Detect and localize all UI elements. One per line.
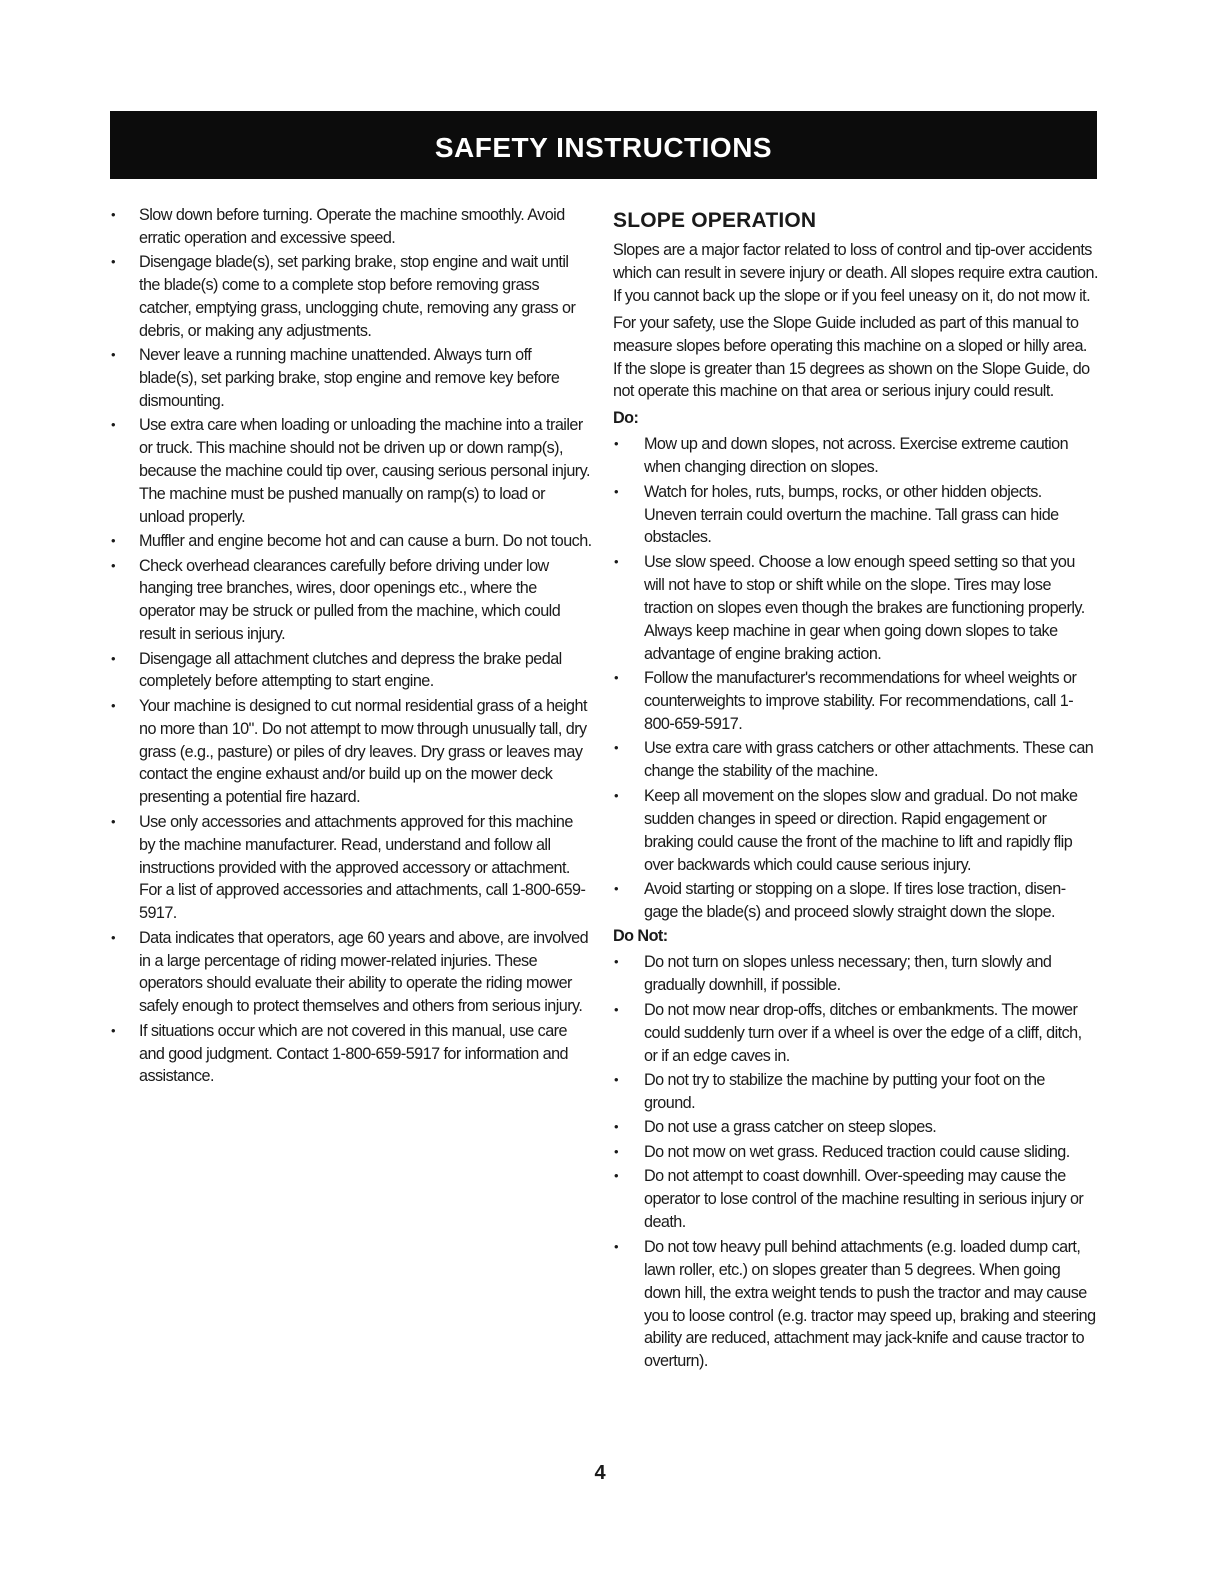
page-title: SAFETY INSTRUCTIONS xyxy=(434,132,773,163)
right-column xyxy=(610,204,1098,1375)
list-item: • Do not use a grass catcher on steep slopes. xyxy=(610,1116,1098,1139)
list-item: • Data indicates that operators, age 60 years and above, are involved in a large percentage of riding mower-related injuries. These operators should evaluate their ability to operate the riding mower safely enough to protect themselves and others from serious injury. xyxy=(104,927,592,1019)
list-item: • Muffler and engine become hot and can cause a burn. Do not touch. xyxy=(104,530,592,553)
do-not-heading: Do Not: xyxy=(613,927,668,946)
list-item: • Your machine is designed to cut normal residential grass of a height no more than 10". Do not attempt to mow through unusually tall, dry grass (e.g., pasture) or piles of dry leaves. Dry grass or leaves may contact the engine exhaust and/or build up on the mower deck presenting a potential fire hazard. xyxy=(104,695,592,810)
left-column xyxy=(104,204,592,1090)
page-number: 4 xyxy=(594,1462,606,1484)
list-item: • Never leave a running machine unattended. Always turn off blade(s), set parking brake, stop engine and remove key before dismounting. xyxy=(104,344,592,413)
list-item: • Do not mow near drop-offs, ditches or embankments. The mower could suddenly turn over if a wheel is over the edge of a cliff, ditch, or if an edge caves in. xyxy=(610,999,1098,1068)
list-item: • Do not attempt to coast downhill. Over-speeding may cause the operator to lose control of the machine resulting in serious injury or death. xyxy=(610,1165,1098,1234)
list-item: • Avoid starting or stopping on a slope. If tires lose traction, disen-gage the blade(s) and proceed slowly straight down the slope. xyxy=(610,878,1098,924)
list-item: • Slow down before turning. Operate the machine smoothly. Avoid erratic operation and excessive speed. xyxy=(104,204,592,250)
list-item: • Do not try to stabilize the machine by putting your foot on the ground. xyxy=(610,1069,1098,1115)
slope-operation-heading: SLOPE OPERATION xyxy=(613,209,817,232)
header-banner xyxy=(110,111,1097,179)
general-safety-list xyxy=(104,204,592,1088)
do-not-list xyxy=(610,951,1098,1373)
list-item: • Use only accessories and attachments approved for this machine by the machine manufacturer. Read, understand and follow all instructions provided with the approved accessory or attachment. For a list of approved accessories and attachments, call 1-800-659-5917. xyxy=(104,811,592,926)
list-item: • Mow up and down slopes, not across. Exercise extreme caution when changing direction on slopes. xyxy=(610,433,1098,479)
do-heading: Do: xyxy=(613,409,639,428)
list-item: • If situations occur which are not covered in this manual, use care and good judgment. Contact 1-800-659-5917 for information and assistance. xyxy=(104,1020,592,1089)
list-item: • Use extra care with grass catchers or other attachments. These can change the stability of the machine. xyxy=(610,737,1098,783)
list-item: • Keep all movement on the slopes slow and gradual. Do not make sudden changes in speed or direction. Rapid engagement or braking could cause the front of the machine to lift and rapidly flip over backwards which could cause serious injury. xyxy=(610,785,1098,877)
list-item: • Follow the manufacturer's recommendations for wheel weights or counterweights to improve stability. For recommendations, call 1-800-659-5917. xyxy=(610,667,1098,736)
list-item: • Disengage all attachment clutches and depress the brake pedal completely before attempting to start engine. xyxy=(104,648,592,694)
do-list xyxy=(610,433,1098,924)
list-item: • Do not tow heavy pull behind attachments (e.g. loaded dump cart, lawn roller, etc.) on slopes greater than 5 degrees. When going down hill, the extra weight tends to push the tractor and may cause you to loose control (e.g. tractor may speed up, braking and steering ability are reduced, attachment may jack-knife and cause tractor to overturn). xyxy=(610,1236,1098,1373)
list-item: • Watch for holes, ruts, bumps, rocks, or other hidden objects. Uneven terrain could overturn the machine. Tall grass can hide obstacles. xyxy=(610,481,1098,550)
slope-guide-paragraph: For your safety, use the Slope Guide included as part of this manual to measure slopes before operating this machine on a sloped or hilly area. If the slope is greater than 15 degrees as shown on the Slope Guide, do not operate this machine on that area or serious injury could result. xyxy=(613,313,1090,401)
list-item: • Check overhead clearances carefully before driving under low hanging tree branches, wires, door openings etc., where the operator may be struck or pulled from the machine, which could result in serious injury. xyxy=(104,555,592,647)
list-item: • Do not turn on slopes unless necessary; then, turn slowly and gradually downhill, if possible. xyxy=(610,951,1098,997)
slope-intro-paragraph: Slopes are a major factor related to loss of control and tip-over accidents which can result in severe injury or death. All slopes require extra caution. If you cannot back up the slope or if you feel uneasy on it, do not mow it. xyxy=(613,241,1098,305)
list-item: • Use extra care when loading or unloading the machine into a trailer or truck. This machine should not be driven up or down ramp(s), because the machine could tip over, causing serious personal injury. The machine must be pushed manually on ramp(s) to load or unload properly. xyxy=(104,414,592,529)
list-item: • Disengage blade(s), set parking brake, stop engine and wait until the blade(s) come to a complete stop before removing grass catcher, emptying grass, unclogging chute, removing any grass or debris, or making any adjustments. xyxy=(104,251,592,343)
list-item: • Use slow speed. Choose a low enough speed setting so that you will not have to stop or shift while on the slope. Tires may lose traction on slopes even though the brakes are functioning properly. Always keep machine in gear when going down slopes to take advantage of engine braking action. xyxy=(610,551,1098,666)
list-item: • Do not mow on wet grass. Reduced traction could cause sliding. xyxy=(610,1141,1098,1164)
